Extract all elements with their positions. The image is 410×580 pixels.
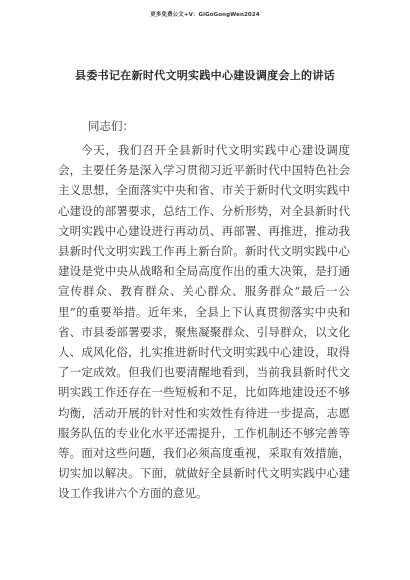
body-paragraph: 今天，我们召开全县新时代文明实践中心建设调度会，主要任务是深入学习贯彻习近平新时代中国特色社会主义思想，全面落实中央和省、市关于新时代文明实践中心建设的部署要求，总结工作、分析形势，对全县新时代文明实践中心建设进行再动员、再部署、再推进，推动我县新时代文明实践工作再上新台阶。新时代文明实践中心建设是党中央从战略和全局高度作出的重大决策，是打通宣传群众、教育群众、关心群众、服务群众“最后一公里”的重要举措。近年来，全县上下认真贯彻落实中央和省、市县委部署要求，聚焦凝聚群众、引导群众，以文化人、成风化俗，扎实推进新时代文明实践中心建设，取得了一定成效。但我们也要清醒地看到，当前我县新时代文明实践工作还存在一些短板和不足，比如阵地建设还不够均衡，活动开展的针对性和实效性有待进一步提高，志愿服务队伍的专业化水平还需提升，工作机制还不够完善等等。面对这些问题，我们必须高度重视，采取有效措施，切实加以解决。下面，就做好全县新时代文明实践中心建设工作我讲六个方面的意见。 (58, 143, 350, 501)
page-title: 县委书记在新时代文明实践中心建设调度会上的讲话 (75, 69, 335, 82)
watermark-text: 更多免费公文+V：GiGoGongWen2024 (150, 12, 260, 18)
salutation: 同志们： (88, 119, 134, 133)
